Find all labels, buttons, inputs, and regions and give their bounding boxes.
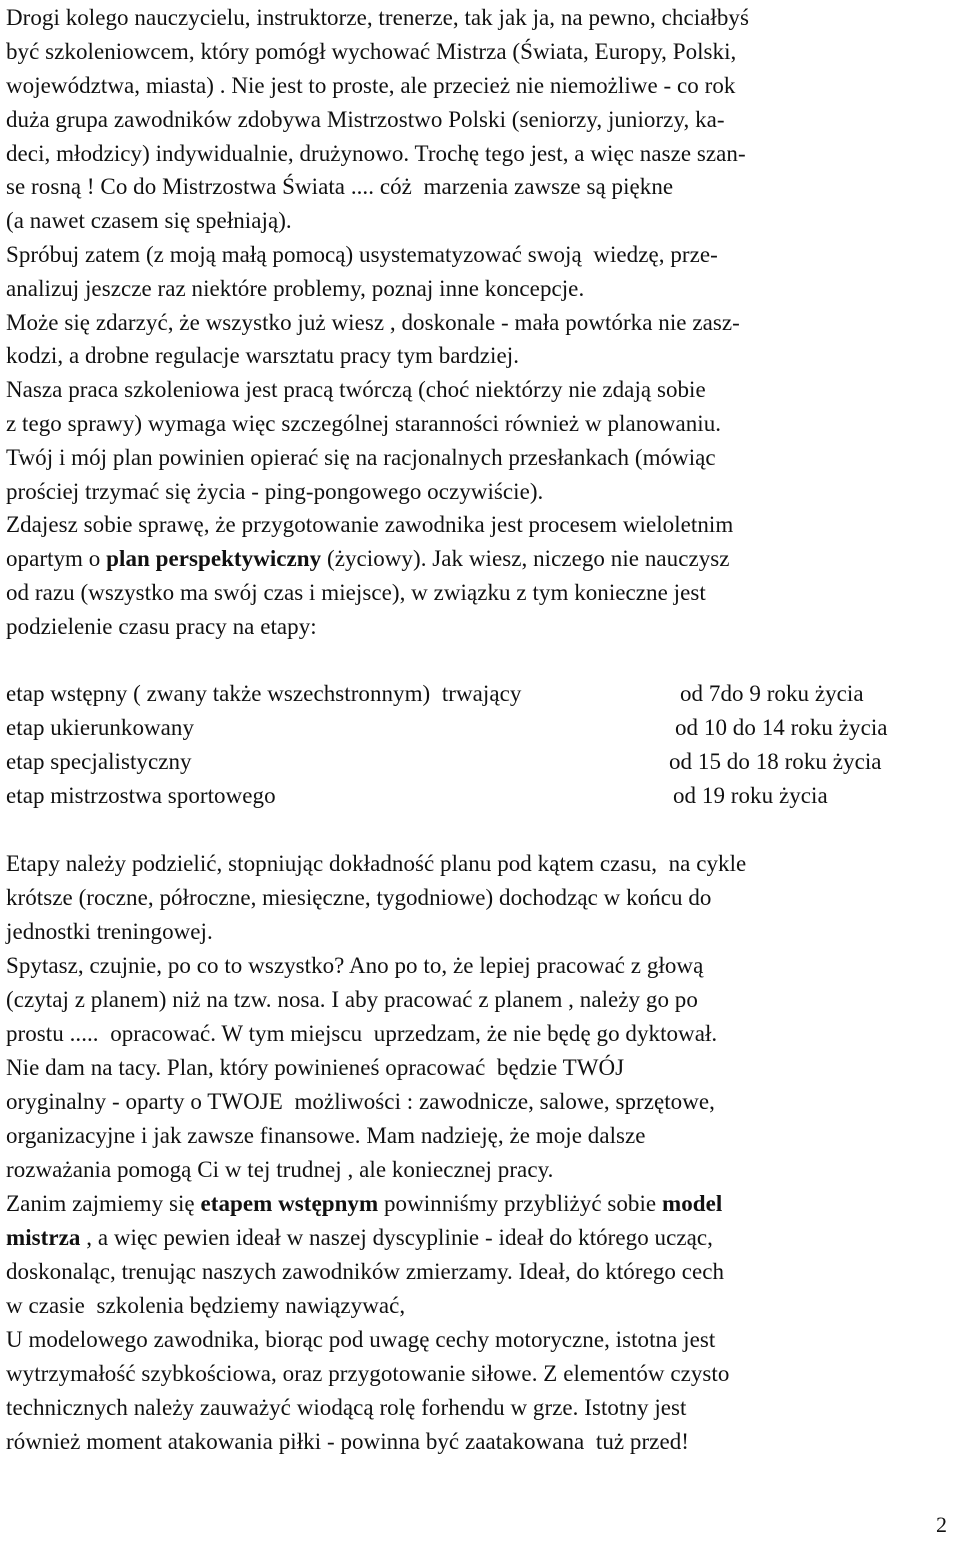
text-run: , a więc pewien ideał w naszej dyscyplinie - ideał do którego ucząc,	[80, 1225, 713, 1250]
text-line: kodzi, a drobne regulacje warsztatu pracy tym bardziej.	[6, 343, 519, 368]
stage-age: od 7do 9 roku życia	[680, 681, 864, 706]
text-line: Etapy należy podzielić, stopniując dokładność planu pod kątem czasu, na cykle	[6, 851, 747, 876]
text-line: deci, młodzicy) indywidualnie, drużynowo. Trochę tego jest, a więc nasze szan-	[6, 141, 746, 166]
text-line	[6, 542, 730, 576]
text-run: Zanim zajmiemy się	[6, 1191, 201, 1216]
text-line: prostu ..... opracować. W tym miejscu uprzedzam, że nie będę go dyktował.	[6, 1021, 718, 1046]
text-line	[6, 1221, 713, 1255]
text-line: podzielenie czasu pracy na etapy:	[6, 614, 317, 639]
stage-name: etap ukierunkowany	[6, 715, 195, 740]
bold-term-etapem-wstepnym: etapem wstępnym	[200, 1191, 379, 1216]
text-line: doskonaląc, trenując naszych zawodników zmierzamy. Ideał, do którego cech	[6, 1259, 725, 1284]
bold-term-plan-perspektywiczny: plan perspektywiczny	[106, 546, 322, 571]
text-line: Spytasz, czujnie, po co to wszystko? Ano po to, że lepiej pracować z głową	[6, 953, 704, 978]
text-line: województwa, miasta) . Nie jest to proste, ale przecież nie niemożliwe - co rok	[6, 73, 736, 98]
stage-age: od 15 do 18 roku życia	[669, 749, 882, 774]
stage-age: od 10 do 14 roku życia	[675, 715, 888, 740]
text-line: se rosną ! Co do Mistrzostwa Świata .... cóż marzenia zawsze są piękne	[6, 174, 674, 199]
text-run: opartym o	[6, 546, 107, 571]
text-line: również moment atakowania piłki - powinna być zaatakowana tuż przed!	[6, 1429, 689, 1454]
text-line: w czasie szkolenia będziemy nawiązywać,	[6, 1293, 406, 1318]
text-line: oryginalny - oparty o TWOJE możliwości : zawodnicze, salowe, sprzętowe,	[6, 1089, 715, 1114]
bold-term-model: model	[661, 1191, 723, 1216]
stage-name: etap mistrzostwa sportowego	[6, 783, 276, 808]
text-line: Drogi kolego nauczycielu, instruktorze, trenerze, tak jak ja, na pewno, chciałbyś	[6, 5, 749, 30]
text-line: (a nawet czasem się spełniają).	[6, 208, 292, 233]
text-line: od razu (wszystko ma swój czas i miejsce), w związku z tym konieczne jest	[6, 580, 706, 605]
text-line: U modelowego zawodnika, biorąc pod uwagę cechy motoryczne, istotna jest	[6, 1327, 716, 1352]
text-run: (życiowy). Jak wiesz, niczego nie nauczysz	[321, 546, 730, 571]
text-line: jednostki treningowej.	[6, 919, 213, 944]
text-line: duża grupa zawodników zdobywa Mistrzostwo Polski (seniorzy, juniorzy, ka-	[6, 107, 725, 132]
text-line: rozważania pomogą Ci w tej trudnej , ale koniecznej pracy.	[6, 1157, 554, 1182]
text-line: technicznych należy zauważyć wiodącą rolę forhendu w grze. Istotny jest	[6, 1395, 687, 1420]
bold-term-mistrza: mistrza	[6, 1225, 81, 1250]
text-line: Zdajesz sobie sprawę, że przygotowanie zawodnika jest procesem wieloletnim	[6, 512, 734, 537]
text-line: Nie dam na tacy. Plan, który powinieneś opracować będzie TWÓJ	[6, 1055, 625, 1080]
text-run: powinniśmy przybliżyć sobie	[378, 1191, 662, 1216]
text-line: Może się zdarzyć, że wszystko już wiesz , doskonale - mała powtórka nie zasz-	[6, 310, 740, 335]
stage-name: etap specjalistyczny	[6, 749, 192, 774]
text-line: prościej trzymać się życia - ping-pongowego oczywiście).	[6, 479, 544, 504]
text-line: wytrzymałość szybkościowa, oraz przygotowanie siłowe. Z elementów czysto	[6, 1361, 730, 1386]
stage-name: etap wstępny ( zwany także wszechstronnym) trwający	[6, 681, 522, 706]
page-number: 2	[936, 1512, 948, 1537]
text-line: (czytaj z planem) niż na tzw. nosa. I aby pracować z planem , należy go po	[6, 987, 698, 1012]
text-line: organizacyjne i jak zawsze finansowe. Mam nadzieję, że moje dalsze	[6, 1123, 646, 1148]
text-line: analizuj jeszcze raz niektóre problemy, poznaj inne koncepcje.	[6, 276, 585, 301]
text-line: krótsze (roczne, półroczne, miesięczne, tygodniowe) dochodząc w końcu do	[6, 885, 712, 910]
text-line: być szkoleniowcem, który pomógł wychować Mistrza (Świata, Europy, Polski,	[6, 39, 737, 64]
stage-age: od 19 roku życia	[673, 783, 828, 808]
text-line: Nasza praca szkoleniowa jest pracą twórczą (choć niektórzy nie zdają sobie	[6, 377, 706, 402]
text-line	[6, 1187, 722, 1221]
text-line: Spróbuj zatem (z moją małą pomocą) usystematyzować swoją wiedzę, prze-	[6, 242, 718, 267]
text-line: Twój i mój plan powinien opierać się na racjonalnych przesłankach (mówiąc	[6, 445, 716, 470]
text-line: z tego sprawy) wymaga więc szczególnej staranności również w planowaniu.	[6, 411, 722, 436]
